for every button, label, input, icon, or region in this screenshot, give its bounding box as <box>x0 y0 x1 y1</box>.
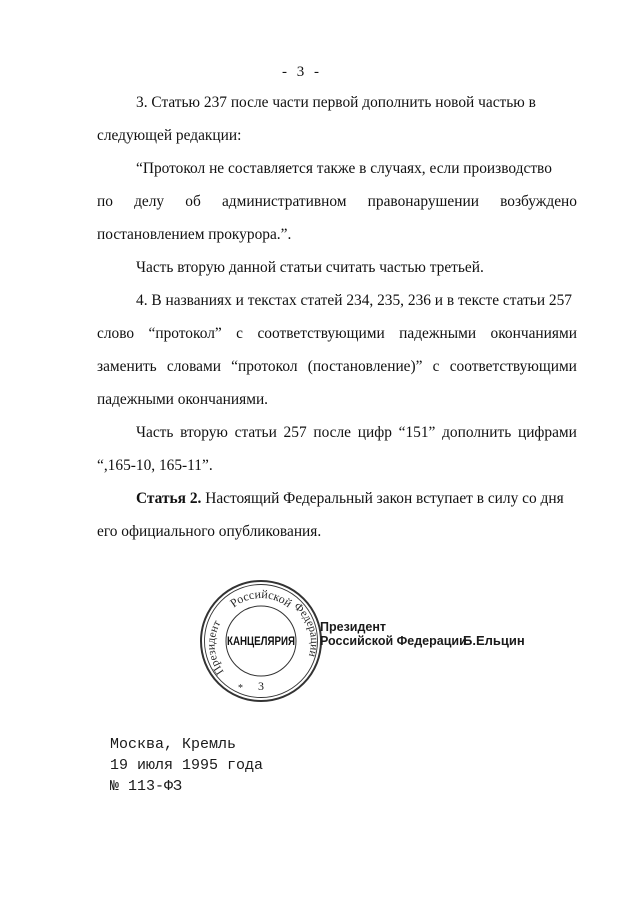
page-number: - 3 - <box>282 64 322 80</box>
word: соответствующими <box>257 325 385 342</box>
footer-date: 19 июля 1995 года <box>110 757 264 774</box>
footer-place: Москва, Кремль <box>110 736 237 753</box>
word: “151” <box>398 424 436 441</box>
word: цифр <box>357 424 392 441</box>
seal-center-text: КАНЦЕЛЯРИЯ <box>227 634 295 648</box>
word: правонарушении <box>367 193 479 210</box>
word: слово <box>97 325 135 342</box>
word: словами <box>166 358 221 375</box>
footer-law-number: № 113-ФЗ <box>110 778 183 795</box>
seal-ring-right: Федерации <box>291 600 321 659</box>
word: “протокол <box>231 358 298 375</box>
quote-line2 <box>97 193 577 211</box>
word: с <box>236 325 244 342</box>
quote-line3: постановлением прокурора.”. <box>97 226 292 243</box>
seal-star: * <box>238 683 243 694</box>
para4-line5 <box>136 424 577 442</box>
word: об <box>185 193 201 210</box>
article2-label: Статья 2. <box>136 490 202 507</box>
word: с <box>432 358 440 375</box>
para4-line3 <box>97 358 577 376</box>
seal-number: 3 <box>258 679 264 693</box>
word: по <box>97 193 113 210</box>
signatory-title-line2: Российской Федерации <box>320 634 467 648</box>
signatory-name: Б.Ельцин <box>463 633 525 648</box>
word: (постановление)” <box>307 358 423 375</box>
word: дополнить <box>442 424 512 441</box>
para4-line1: 4. В названиях и текстах статей 234, 235, 236 и в тексте статьи 257 <box>136 292 572 309</box>
para4-line4: падежными окончаниями. <box>97 391 269 408</box>
word: цифрами <box>517 424 577 441</box>
para3-tail: Часть вторую данной статьи считать частью третьей. <box>136 259 484 276</box>
word: возбуждено <box>500 193 577 210</box>
article2-line2: его официального опубликования. <box>97 523 322 540</box>
word: окончаниями <box>490 325 577 342</box>
para3-line2: следующей редакции: <box>97 127 242 144</box>
seal-ring-left: Президент <box>205 618 227 677</box>
word: “протокол” <box>148 325 222 342</box>
signatory-title-line1: Президент <box>320 620 387 634</box>
article2-line1 <box>136 490 564 508</box>
word: после <box>313 424 352 441</box>
word: административном <box>221 193 347 210</box>
para4-line2 <box>97 325 577 343</box>
para4-line6: “,165-10, 165-11”. <box>97 457 213 474</box>
word: Часть <box>136 424 174 441</box>
seal-ring-top: Российской <box>227 586 295 611</box>
official-seal-stamp <box>198 578 324 704</box>
para3-line1: 3. Статью 237 после части первой дополнить новой частью в <box>136 94 536 111</box>
word: статьи <box>234 424 277 441</box>
word: соответствующими <box>449 358 577 375</box>
word: падежными <box>399 325 477 342</box>
article2-text: Настоящий Федеральный закон вступает в силу со дня <box>205 490 564 507</box>
quote-line1: “Протокол не составляется также в случаях, если производство <box>136 160 552 177</box>
word: 257 <box>283 424 307 441</box>
word: вторую <box>180 424 228 441</box>
signatory-title <box>320 620 467 648</box>
word: заменить <box>97 358 157 375</box>
word: делу <box>134 193 165 210</box>
